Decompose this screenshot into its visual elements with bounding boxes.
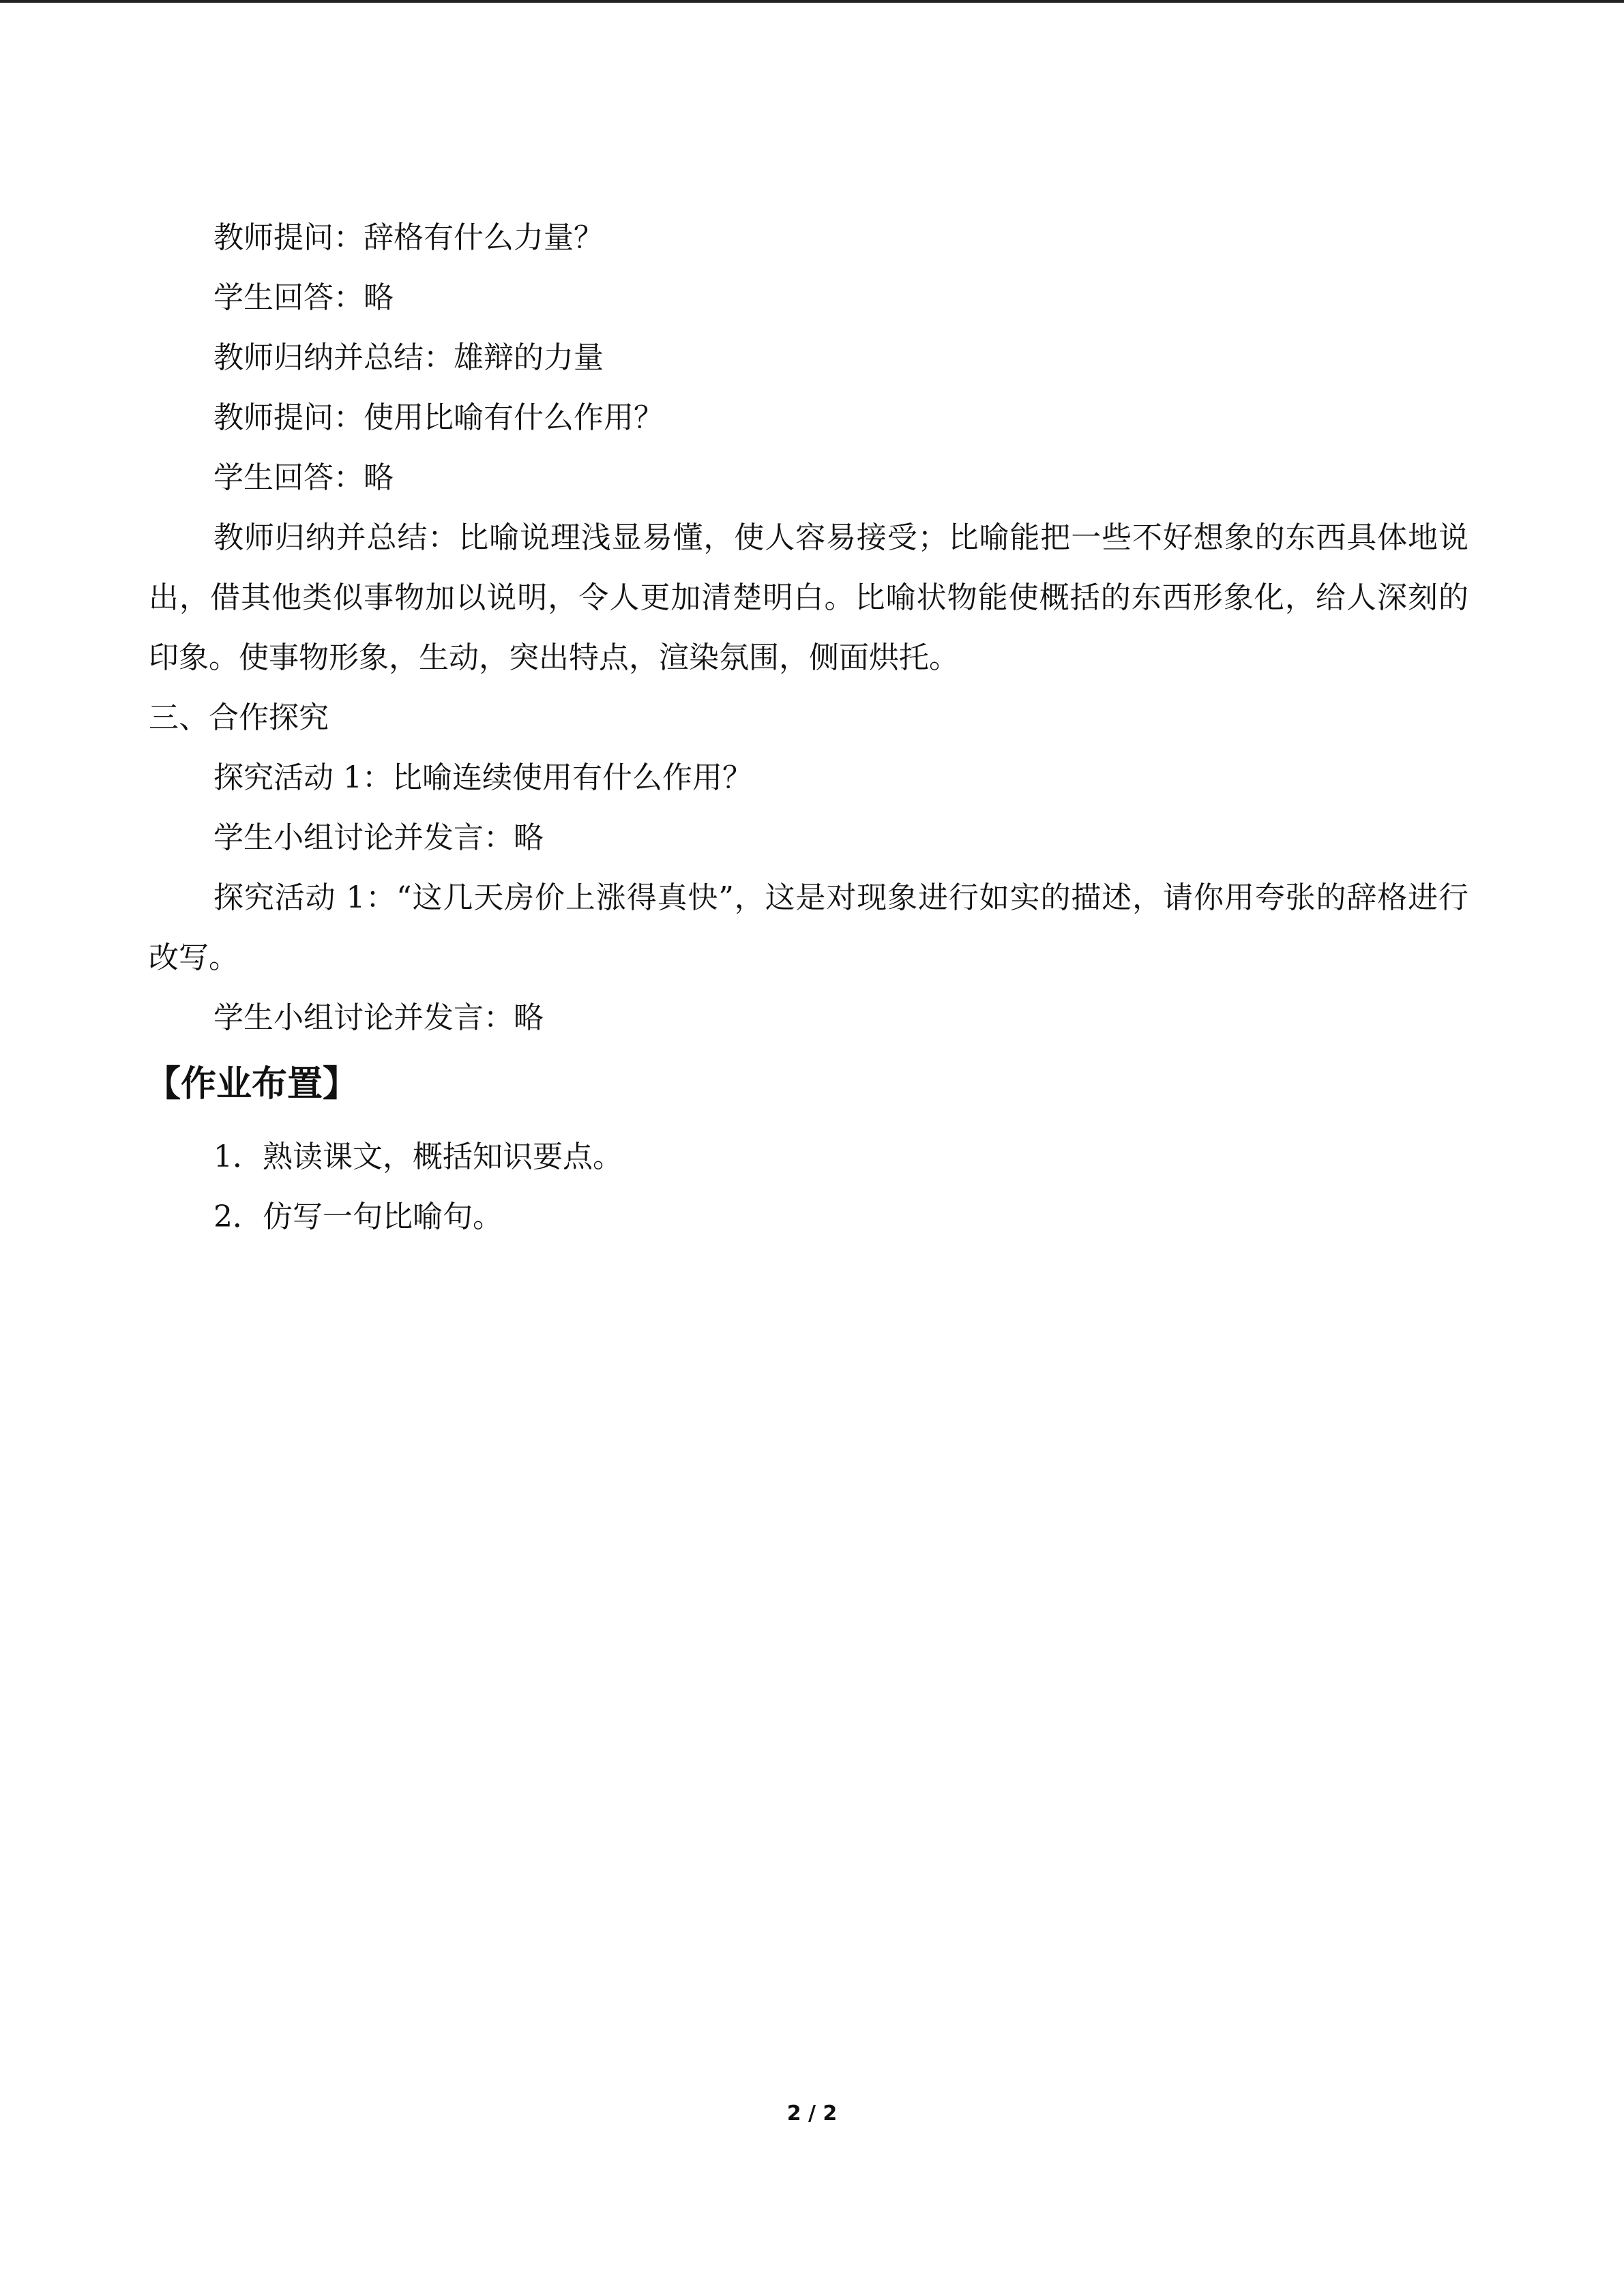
document-page bbox=[145, 208, 1468, 1247]
homework-heading: 【作业布置】 bbox=[145, 1064, 359, 1105]
page-number: 2 / 2 bbox=[786, 2102, 838, 2126]
teacher-question-2: 教师提问：使用比喻有什么作用？ bbox=[213, 400, 664, 435]
homework-item: 2．仿写一句比喻句。 bbox=[213, 1199, 503, 1234]
inquiry-activity-1-answer: 学生小组讨论并发言：略 bbox=[213, 820, 544, 855]
teacher-question-1: 教师提问：辞格有什么力量？ bbox=[213, 220, 604, 255]
student-answer-2: 学生回答：略 bbox=[213, 460, 394, 495]
inquiry-activity-2: 探究活动 1：“这几天房价上涨得真快”，这是对现象进行如实的描述，请你用夸张的辞格进行改写。 bbox=[149, 880, 1468, 975]
inquiry-activity-2-answer: 学生小组讨论并发言：略 bbox=[213, 1000, 544, 1035]
inquiry-activity-1: 探究活动 1：比喻连续使用有什么作用？ bbox=[213, 760, 752, 795]
student-answer-1: 学生回答：略 bbox=[213, 280, 394, 315]
top-border bbox=[0, 0, 1624, 3]
homework-item: 1．熟读课文，概括知识要点。 bbox=[213, 1139, 623, 1174]
teacher-summary-paragraph: 教师归纳并总结：比喻说理浅显易懂，使人容易接受；比喻能把一些不好想象的东西具体地说出，借其他类似事物加以说明，令人更加清楚明白。比喻状物能使概括的东西形象化，给人深刻的印象。使事物形象，生动，突出特点，渲染氛围，侧面烘托。 bbox=[149, 520, 1468, 675]
section-heading-cooperative-inquiry: 三、合作探究 bbox=[149, 700, 329, 735]
teacher-summary-1: 教师归纳并总结：雄辩的力量 bbox=[213, 340, 604, 375]
homework-list bbox=[149, 1127, 1468, 1247]
